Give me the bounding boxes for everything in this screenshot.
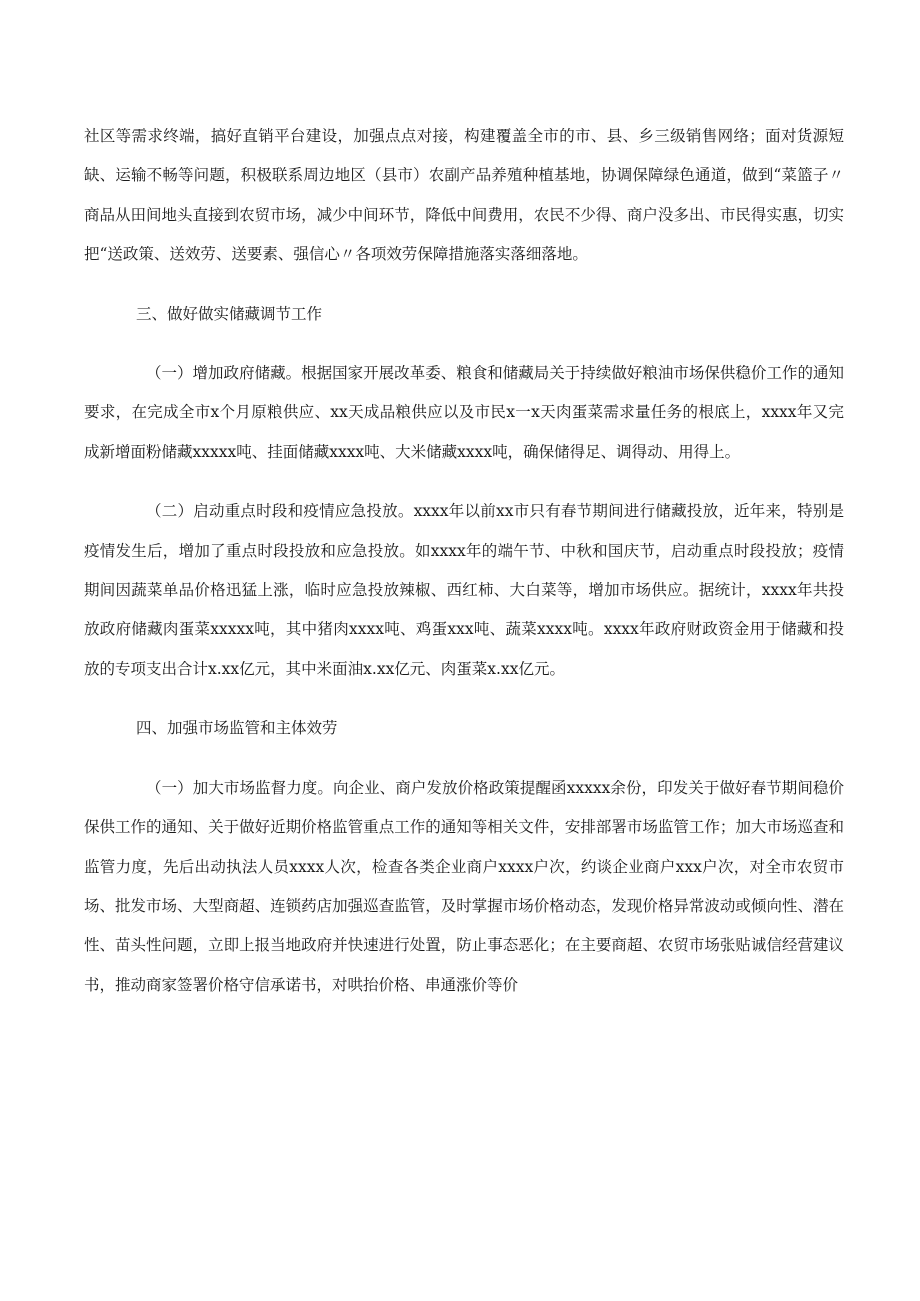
spacer [84, 334, 844, 354]
paragraph-3-2: （二）启动重点时段和疫情应急投放。xxxx年以前xx市只有春节期间进行储藏投放，近年来，特别是疫情发生后，增加了重点时段投放和应急投放。如xxxx年的端午节、中秋和国庆节，启动重点时段投放；疫情期间因蔬菜单品价格迅猛上涨，临时应急投放辣椒、西红柿、大白菜等，增加市场供应。据统计，xxxx年共投放政府储藏肉蛋菜xxxxx吨，其中猪肉xxxx吨、鸡蛋xxx吨、蔬菜xxxx吨。xxxx年政府财政资金用于储藏和投放的专项支出合计x.xx亿元，其中米面油x.xx亿元、肉蛋菜x.xx亿元。 [84, 502, 844, 678]
paragraph-continued: 社区等需求终端，搞好直销平台建设，加强点点对接，构建覆盖全市的市、县、乡三级销售网络；面对货源短缺、运输不畅等问题，积极联系周边地区（县市）农副产品养殖种植基地，协调保障绿色通道，做到“菜篮子〃商品从田间地头直接到农贸市场，减少中间环节，降低中间费用，农民不少得、商户没多出、市民得实惠，切实把“送政策、送效劳、送要素、强信心〃各项效劳保障措施落实落细落地。 [84, 127, 844, 264]
paragraph-4-1: （一）加大市场监督力度。向企业、商户发放价格政策提醒函xxxxx余份，印发关于做好春节期间稳价保供工作的通知、关于做好近期价格监管重点工作的通知等相关文件，安排部署市场监管工作；加大市场巡查和监管力度，先后出动执法人员xxxx人次，检查各类企业商户xxxx户次，约谈企业商户xxx户次，对全市农贸市场、批发市场、大型商超、连锁药店加强巡查监管，及时掌握市场价格动态，发现价格异常波动或倾向性、潜在性、苗头性问题，立即上报当地政府并快速进行处置，防止事态恶化；在主要商超、农贸市场张贴诚信经营建议书，推动商家签署价格守信承诺书，对哄抬价格、串通涨价等价 [84, 778, 844, 994]
spacer [84, 275, 844, 295]
paragraph-3-1: （一）增加政府储藏。根据国家开展改革委、粮食和储藏局关于持续做好粮油市场保供稳价工作的通知要求，在完成全市x个月原粮供应、xx天成品粮供应以及市民x一x天肉蛋菜需求量任务的根底上，xxxx年又完成新增面粉储藏xxxxx吨、挂面储藏xxxx吨、大米储藏xxxx吨，确保储得足、调得动、用得上。 [84, 364, 844, 461]
spacer [84, 472, 844, 492]
document-body [84, 117, 844, 1005]
section-heading-4: 四、加强市场监管和主体效劳 [136, 719, 338, 738]
spacer [84, 689, 844, 709]
spacer [84, 749, 844, 769]
section-heading-3: 三、做好做实储藏调节工作 [136, 304, 323, 323]
